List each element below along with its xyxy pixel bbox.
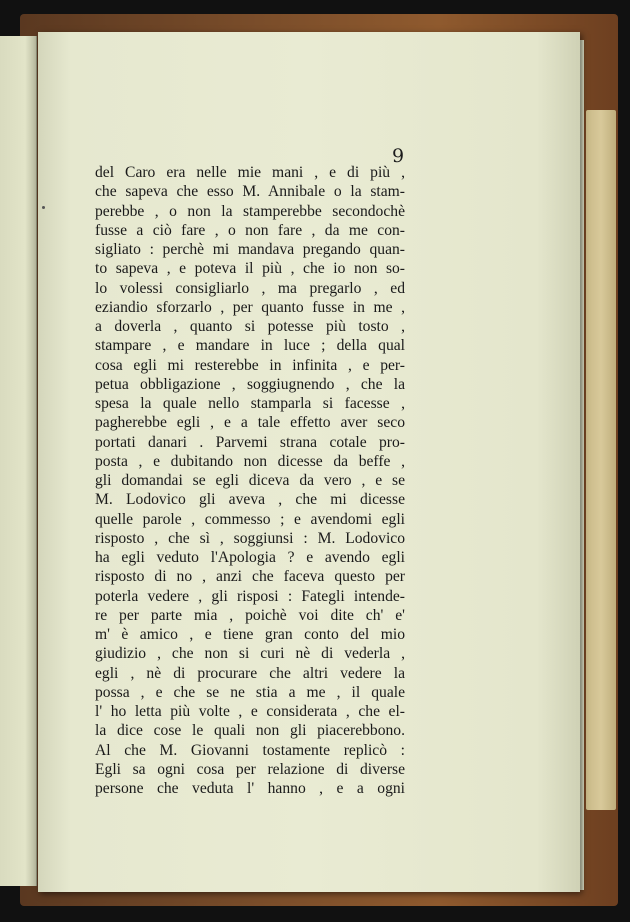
text-line: posta , e dubitando non dicesse da beffe , — [95, 452, 405, 470]
text-line: to sapeva , e poteva il più , che io non so- — [95, 260, 405, 278]
text-line: spesa la quale nello stamparla si facesse , — [95, 395, 405, 412]
text-line: eziandio sforzarlo , per quanto fusse in me , — [95, 298, 405, 316]
text-line: l' ho letta più volte , e considerata , che el- — [95, 703, 405, 720]
text-line: risposto di no , anzi che faceva questo per — [95, 568, 405, 586]
text-line: cosa egli mi resterebbe in infinita , e per- — [95, 356, 405, 374]
text-line: portati danari . Parvemi strana cotale pro- — [95, 433, 405, 451]
text-line: che sapeva che esso M. Annibale o la stam- — [95, 183, 405, 201]
text-line: risposto , che sì , soggiunsi : M. Lodovico — [95, 529, 405, 547]
text-line: m' è amico , e tiene gran conto del mio — [95, 626, 405, 643]
text-line: egli , nè di procurare che altri vedere la — [95, 664, 405, 682]
left-facing-page — [0, 36, 37, 886]
text-line: quelle parole , commesso ; e avendomi egli — [95, 510, 405, 528]
text-line: gli domandai se egli diceva da vero , e se — [95, 472, 405, 489]
text-line: fusse a ciò fare , o non fare , da me con- — [95, 221, 405, 239]
text-line: Egli sa ogni cosa per relazione di diverse — [95, 760, 405, 778]
page-number: 9 — [392, 145, 405, 167]
text-line: ha egli veduto l'Apologia ? e avendo egli — [95, 549, 405, 566]
text-line: re per parte mia , poichè voi dite ch' e' — [95, 606, 405, 624]
text-line: del Caro era nelle mie mani , e di più , — [95, 164, 405, 181]
text-line: possa , e che se ne stia a me , il quale — [95, 683, 405, 701]
text-line: perebbe , o non la stamperebbe secondochè — [95, 202, 405, 220]
text-line: stampare , e mandare in luce ; della qual — [95, 337, 405, 355]
page-text — [95, 163, 405, 798]
text-line: sigliato : perchè mi mandava pregando quan- — [95, 241, 405, 258]
text-line: persone che veduta l' hanno , e a ogni — [95, 780, 405, 797]
text-line: giudizio , che non si curi nè di vederla , — [95, 645, 405, 663]
text-line: lo volessi consigliarlo , ma pregarlo , ed — [95, 279, 405, 297]
text-line: pagherebbe egli , e a tale effetto aver seco — [95, 414, 405, 432]
page-blemish — [42, 206, 45, 209]
text-line: a doverla , quanto si potesse più tosto , — [95, 318, 405, 335]
cover-edge — [586, 110, 616, 810]
text-line: la dice cose le quali non gli piacerebbono. — [95, 722, 405, 740]
text-line: Al che M. Giovanni tostamente replicò : — [95, 741, 405, 759]
text-line: M. Lodovico gli aveva , che mi dicesse — [95, 491, 405, 509]
text-line: petua obbligazione , soggiugnendo , che la — [95, 375, 405, 393]
text-line: poterla vedere , gli risposi : Fategli intende- — [95, 587, 405, 605]
